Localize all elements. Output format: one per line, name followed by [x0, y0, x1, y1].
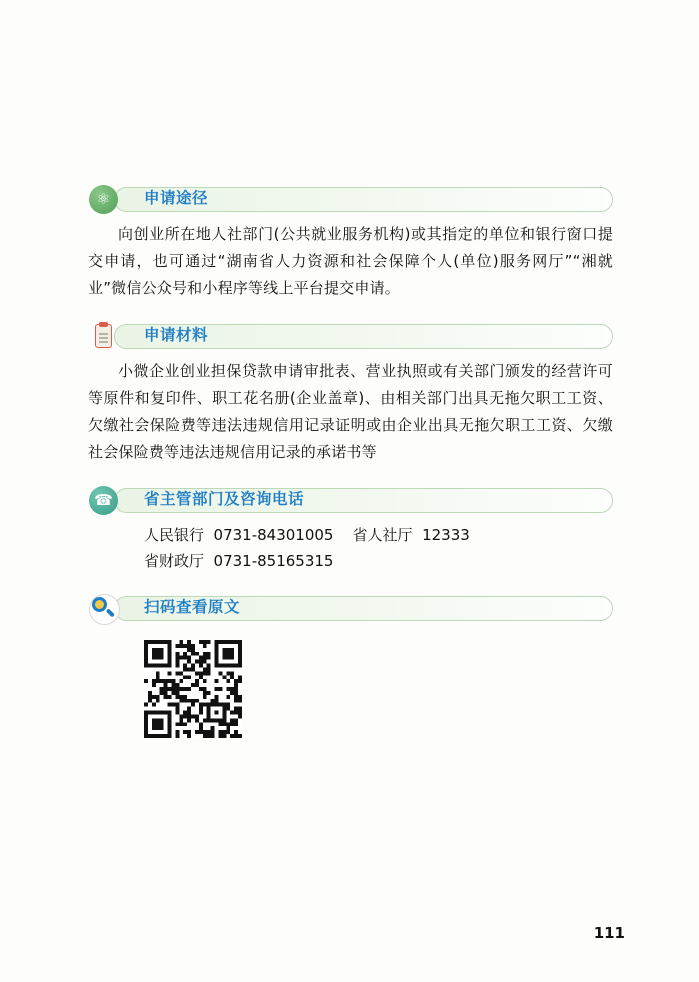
spacer: [88, 470, 613, 486]
spacer: [88, 578, 613, 594]
qr-code-wrapper: [88, 640, 613, 738]
magnifier-icon: [88, 594, 120, 624]
atom-icon: ⚛: [88, 185, 120, 215]
section-header: [88, 185, 613, 215]
section-title: 省主管部门及咨询电话: [144, 491, 305, 508]
section-header: [88, 486, 613, 516]
section-application-materials: [88, 322, 613, 466]
section-title: 申请途径: [144, 190, 209, 207]
contact-line: 人民银行 0731-84301005 省人社厅 12333: [144, 526, 470, 544]
page-number: 111: [593, 924, 625, 942]
spacer: [88, 306, 613, 322]
section-title: 申请材料: [144, 327, 209, 344]
section-header: [88, 322, 613, 352]
section-header: [88, 594, 613, 624]
section-body-text: 小微企业创业担保贷款申请审批表、营业执照或有关部门颁发的经营许可等原件和复印件、职工花名册(企业盖章)、由相关部门出具无拖欠职工工资、欠缴社会保险费等违法违规信用记录证明或由企业出具无拖欠职工工资、欠缴社会保险费等违法违规信用记录的承诺书等: [88, 362, 613, 461]
phone-signal-icon: ☎: [88, 486, 120, 516]
page-content: [88, 185, 613, 742]
qr-code[interactable]: [144, 640, 242, 738]
contact-line: 省财政厅 0731-85165315: [144, 552, 334, 570]
section-application-channels: [88, 185, 613, 302]
contact-list: [88, 522, 613, 574]
section-title: 扫码查看原文: [144, 599, 241, 616]
section-body-text: 向创业所在地人社部门(公共就业服务机构)或其指定的单位和银行窗口提交申请，也可通过“湖南省人力资源和社会保障个人(单位)服务网厅”“湘就业”微信公众号和小程序等线上平台提交申请。: [88, 225, 613, 297]
clipboard-icon: [88, 322, 120, 352]
section-scan-qr: [88, 594, 613, 738]
section-department-hotline: [88, 486, 613, 574]
